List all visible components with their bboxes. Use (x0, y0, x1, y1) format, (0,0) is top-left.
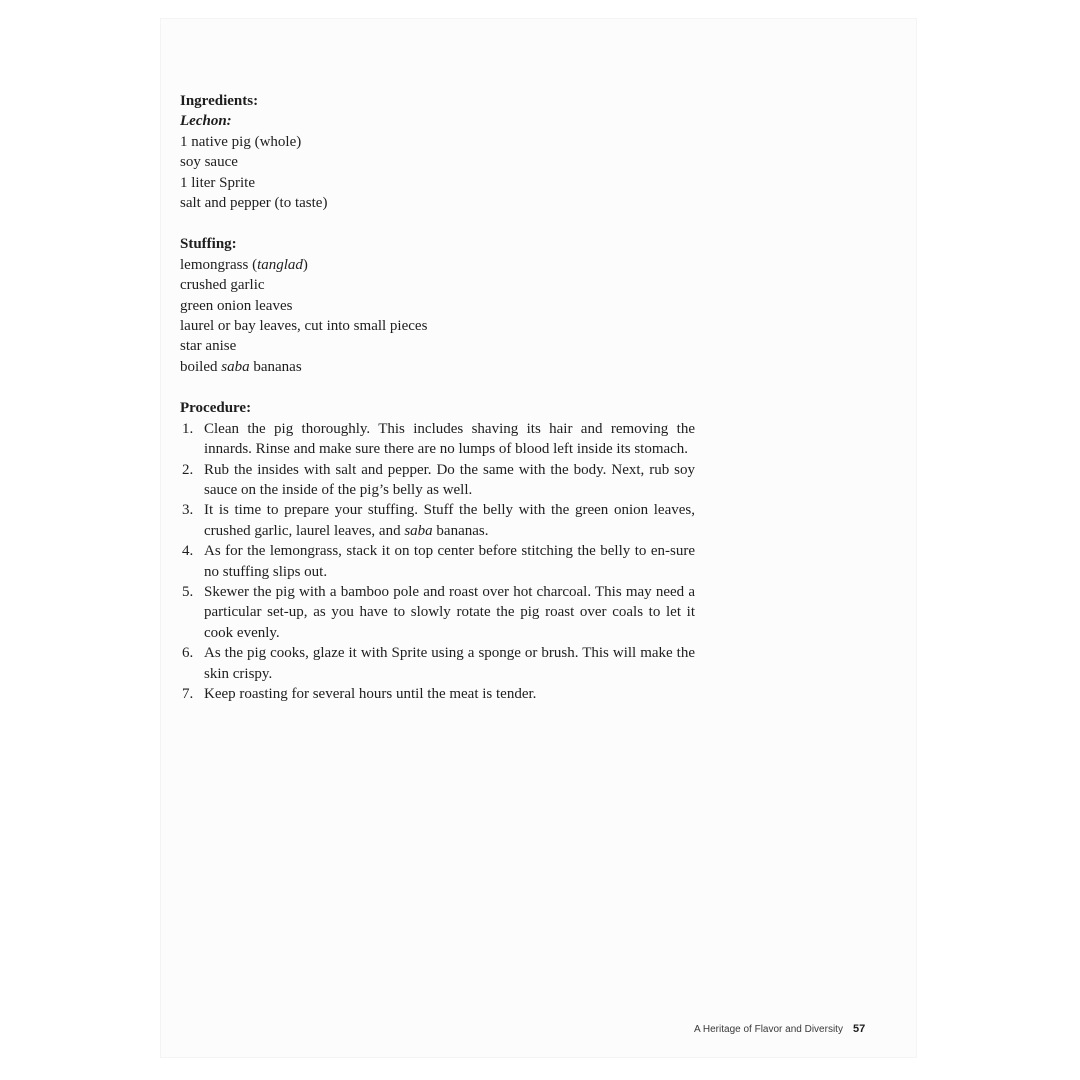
lechon-ingredient-list (180, 132, 695, 214)
step-number: 4. (182, 543, 194, 560)
list-item: laurel or bay leaves, cut into small pieces (180, 318, 428, 335)
lechon-heading: Lechon: (180, 113, 232, 130)
spacer (180, 377, 695, 398)
list-item: salt and pepper (to taste) (180, 195, 328, 212)
procedure-step (180, 582, 695, 643)
text-segment: boiled (180, 358, 222, 375)
procedure-step (180, 643, 695, 684)
recipe-content (180, 91, 695, 704)
ingredients-heading: Ingredients: (180, 93, 259, 109)
step-text: As the pig cooks, glaze it with Sprite using a sponge or brush. This will make the skin crispy. (204, 645, 695, 682)
step-number: 5. (182, 583, 194, 600)
italic-term: tanglad (257, 256, 303, 273)
list-item: star anise (180, 338, 237, 355)
procedure-step (180, 419, 695, 460)
stuffing-heading: Stuffing: (180, 236, 237, 253)
step-text: Skewer the pig with a bamboo pole and roast over hot charcoal. This may need a particular set-up, as you have to slowly rotate the pig roast over coals to let it cook evenly. (204, 583, 695, 641)
italic-term: saba (221, 358, 250, 375)
spacer (180, 213, 695, 234)
running-title: A Heritage of Flavor and Diversity (694, 1024, 843, 1035)
step-number: 1. (182, 420, 194, 437)
step-number: 7. (182, 685, 194, 702)
stuffing-ingredient-list (180, 255, 695, 377)
procedure-step (180, 541, 695, 582)
step-text: Keep roasting for several hours until the meat is tender. (204, 685, 537, 702)
step-text: Rub the insides with salt and pepper. Do the same with the body. Next, rub soy sauce on the inside of the pig’s belly as well. (204, 461, 695, 498)
page-number: 57 (852, 1023, 866, 1035)
step-text: As for the lemongrass, stack it on top center before stitching the belly to en-sure no stuffing slips out. (204, 543, 695, 580)
list-item: crushed garlic (180, 277, 265, 294)
list-item (180, 357, 695, 377)
page-footer (694, 1023, 865, 1035)
text-segment: bananas (249, 358, 302, 375)
text-segment: lemongrass ( (180, 256, 258, 273)
step-number: 6. (182, 645, 194, 662)
list-item: 1 native pig (whole) (180, 133, 302, 150)
step-number: 3. (182, 502, 194, 519)
procedure-steps (180, 419, 695, 705)
procedure-heading: Procedure: (180, 400, 252, 417)
italic-term: saba (404, 522, 433, 539)
step-text: bananas. (432, 522, 489, 539)
step-text: It is time to prepare your stuffing. Stuff the belly with the green onion leaves, crushed garlic, laurel leaves, and (204, 502, 695, 539)
procedure-step (180, 684, 695, 704)
step-number: 2. (182, 461, 194, 478)
list-item: 1 liter Sprite (180, 174, 255, 191)
list-item: green onion leaves (180, 297, 293, 314)
procedure-step (180, 500, 695, 541)
procedure-step (180, 460, 695, 501)
text-segment: ) (302, 256, 308, 273)
list-item (180, 255, 695, 275)
step-text: Clean the pig thoroughly. This includes shaving its hair and removing the innards. Rinse and make sure there are no lumps of blood left inside its stomach. (204, 420, 695, 458)
list-item: soy sauce (180, 154, 238, 171)
